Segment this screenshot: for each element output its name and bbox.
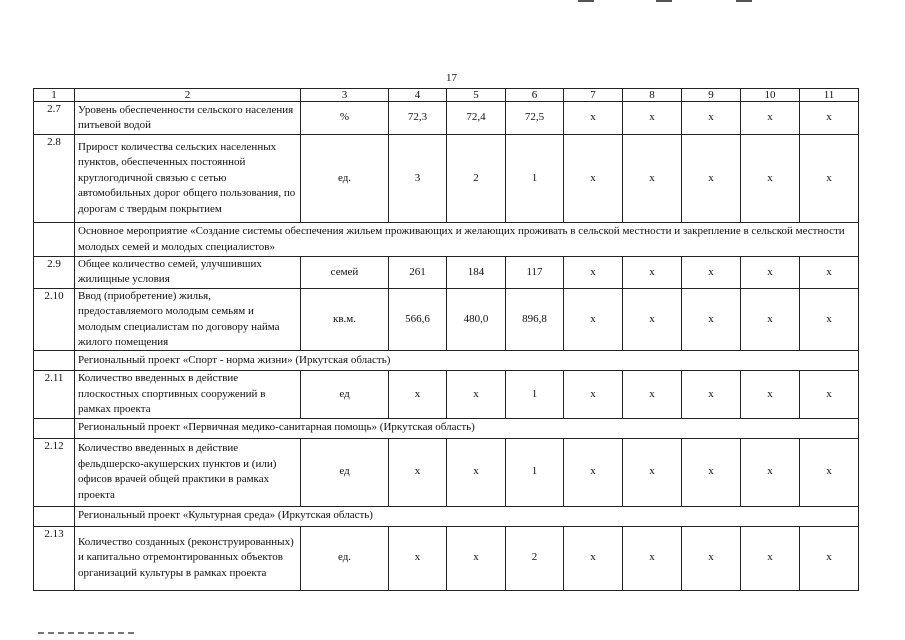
value-cell: x <box>623 288 682 351</box>
row-number: 2.8 <box>34 135 75 223</box>
value-cell: x <box>564 257 623 289</box>
value-cell: x <box>623 135 682 223</box>
scan-mark-top <box>656 0 672 2</box>
section-title: Основное мероприятие «Создание системы обеспечения жильем проживающих и желающих проживать в сельской местности и закрепление в сельской местности молодых семей и молодых специалистов» <box>75 223 859 257</box>
value-cell: x <box>389 526 447 590</box>
section-number-cell <box>34 418 75 438</box>
value-cell: x <box>741 526 800 590</box>
table-body <box>34 89 859 591</box>
section-row <box>34 418 859 438</box>
value-cell: x <box>800 288 859 351</box>
indicator-name: Общее количество семей, улучшивших жилищные условия <box>75 257 301 289</box>
indicator-name: Ввод (приобретение) жилья, предоставляемого молодым семьям и молодым специалистам по договору найма жилого помещения <box>75 288 301 351</box>
value-cell: 117 <box>506 257 564 289</box>
indicator-name: Количество введенных в действие фельдшерско-акушерских пунктов и (или) офисов врачей общей практики в рамках проекта <box>75 438 301 506</box>
value-cell: x <box>447 438 506 506</box>
value-cell: x <box>682 371 741 418</box>
value-cell: 480,0 <box>447 288 506 351</box>
table-row <box>34 371 859 418</box>
unit-cell: ед. <box>301 526 389 590</box>
indicators-table <box>33 88 859 591</box>
unit-cell: кв.м. <box>301 288 389 351</box>
indicator-name: Количество введенных в действие плоскостных спортивных сооружений в рамках проекта <box>75 371 301 418</box>
value-cell: 72,4 <box>447 102 506 135</box>
value-cell: x <box>564 102 623 135</box>
value-cell: x <box>741 102 800 135</box>
page-number: 17 <box>446 72 457 84</box>
value-cell: 1 <box>506 135 564 223</box>
column-header: 2 <box>75 89 301 102</box>
unit-cell: % <box>301 102 389 135</box>
value-cell: x <box>682 288 741 351</box>
value-cell: x <box>800 257 859 289</box>
column-header: 11 <box>800 89 859 102</box>
value-cell: x <box>741 371 800 418</box>
column-header: 10 <box>741 89 800 102</box>
section-number-cell <box>34 351 75 371</box>
scan-mark-top <box>736 0 752 2</box>
value-cell: x <box>623 526 682 590</box>
column-header: 1 <box>34 89 75 102</box>
section-number-cell <box>34 223 75 257</box>
section-number-cell <box>34 506 75 526</box>
column-header: 9 <box>682 89 741 102</box>
table-row <box>34 288 859 351</box>
value-cell: x <box>741 135 800 223</box>
table-row <box>34 257 859 289</box>
row-number: 2.12 <box>34 438 75 506</box>
value-cell: x <box>623 371 682 418</box>
row-number: 2.9 <box>34 257 75 289</box>
column-header: 8 <box>623 89 682 102</box>
value-cell: 566,6 <box>389 288 447 351</box>
section-row <box>34 506 859 526</box>
value-cell: 72,3 <box>389 102 447 135</box>
unit-cell: семей <box>301 257 389 289</box>
scan-mark-top <box>578 0 594 2</box>
value-cell: x <box>623 438 682 506</box>
indicator-name: Уровень обеспеченности сельского населения питьевой водой <box>75 102 301 135</box>
unit-cell: ед. <box>301 135 389 223</box>
row-number: 2.13 <box>34 526 75 590</box>
value-cell: x <box>564 526 623 590</box>
value-cell: x <box>741 438 800 506</box>
value-cell: x <box>623 257 682 289</box>
value-cell: x <box>389 438 447 506</box>
value-cell: x <box>389 371 447 418</box>
table-row <box>34 526 859 590</box>
indicator-name: Прирост количества сельских населенных пунктов, обеспеченных постоянной круглогодичной связью с сетью автомобильных дорог общего пользования, по дорогам с твердым покрытием <box>75 135 301 223</box>
section-title: Региональный проект «Спорт - норма жизни» (Иркутская область) <box>75 351 859 371</box>
column-header: 4 <box>389 89 447 102</box>
value-cell: x <box>800 526 859 590</box>
column-header: 3 <box>301 89 389 102</box>
value-cell: x <box>741 288 800 351</box>
value-cell: 896,8 <box>506 288 564 351</box>
value-cell: x <box>682 135 741 223</box>
header-row <box>34 89 859 102</box>
value-cell: x <box>564 371 623 418</box>
value-cell: x <box>682 257 741 289</box>
column-header: 7 <box>564 89 623 102</box>
value-cell: x <box>800 438 859 506</box>
unit-cell: ед <box>301 438 389 506</box>
value-cell: x <box>564 135 623 223</box>
value-cell: 2 <box>506 526 564 590</box>
value-cell: 184 <box>447 257 506 289</box>
value-cell: x <box>741 257 800 289</box>
value-cell: x <box>682 526 741 590</box>
section-title: Региональный проект «Культурная среда» (Иркутская область) <box>75 506 859 526</box>
value-cell: x <box>564 438 623 506</box>
value-cell: 261 <box>389 257 447 289</box>
value-cell: 1 <box>506 438 564 506</box>
value-cell: x <box>447 371 506 418</box>
unit-cell: ед <box>301 371 389 418</box>
indicator-name: Количество созданных (реконструированных) и капитально отремонтированных объектов организаций культуры в рамках проекта <box>75 526 301 590</box>
value-cell: 3 <box>389 135 447 223</box>
value-cell: x <box>564 288 623 351</box>
table-row <box>34 438 859 506</box>
value-cell: x <box>682 102 741 135</box>
value-cell: 2 <box>447 135 506 223</box>
column-header: 5 <box>447 89 506 102</box>
section-title: Региональный проект «Первичная медико-санитарная помощь» (Иркутская область) <box>75 418 859 438</box>
table-row <box>34 102 859 135</box>
section-row <box>34 351 859 371</box>
value-cell: x <box>447 526 506 590</box>
value-cell: x <box>623 102 682 135</box>
value-cell: x <box>800 135 859 223</box>
value-cell: x <box>682 438 741 506</box>
section-row <box>34 223 859 257</box>
row-number: 2.10 <box>34 288 75 351</box>
row-number: 2.7 <box>34 102 75 135</box>
column-header: 6 <box>506 89 564 102</box>
value-cell: x <box>800 371 859 418</box>
value-cell: 72,5 <box>506 102 564 135</box>
value-cell: x <box>800 102 859 135</box>
table-row <box>34 135 859 223</box>
value-cell: 1 <box>506 371 564 418</box>
scan-mark-bottom <box>38 632 134 637</box>
row-number: 2.11 <box>34 371 75 418</box>
